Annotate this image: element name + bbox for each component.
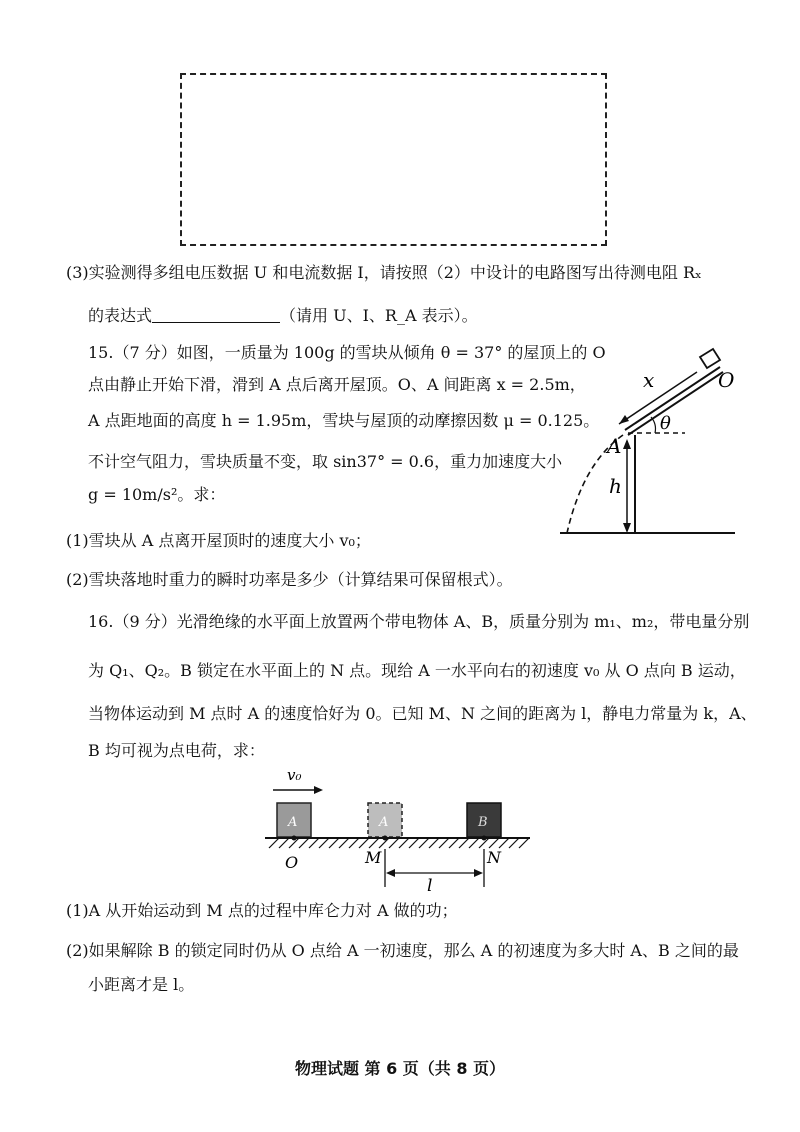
point-n-dot bbox=[482, 836, 487, 841]
q16-line-4: B 均可视为点电荷，求： bbox=[88, 741, 265, 760]
block-a-start-label: A bbox=[288, 815, 298, 830]
q16-line-1: 16.（9 分）光滑绝缘的水平面上放置两个带电物体 A、B，质量分别为 m₁、m₂，带电量分别 bbox=[88, 612, 750, 631]
answer-blank[interactable] bbox=[152, 306, 280, 323]
q15-line-1: 15.（7 分）如图，一质量为 100g 的雪块从倾角 θ = 37° 的屋顶上的 O bbox=[88, 343, 606, 362]
q16-sub-2-line2: 小距离才是 l。 bbox=[88, 975, 195, 994]
q16-line-3: 当物体运动到 M 点时 A 的速度恰好为 0。已知 M、N 之间的距离为 l，静电力常量为 k，A、 bbox=[88, 704, 757, 723]
block-a-at-m-label: A bbox=[379, 815, 389, 830]
q16-line-2: 为 Q₁、Q₂。B 锁定在水平面上的 N 点。现给 A 一水平向右的初速度 v₀ 从 O 点向 B 运动， bbox=[88, 661, 746, 680]
block-b-label: B bbox=[478, 815, 488, 830]
q14-part3-line2-after: （请用 U、I、R_A 表示）。 bbox=[280, 306, 478, 325]
q15-line-2: 点由静止开始下滑，滑到 A 点后离开屋顶。O、A 间距离 x = 2.5m， bbox=[88, 375, 586, 394]
q15-sub-2: (2)雪块落地时重力的瞬时功率是多少（计算结果可保留根式）。 bbox=[66, 570, 513, 589]
v0-arrow-head bbox=[314, 786, 323, 794]
l-label: l bbox=[427, 876, 433, 896]
n-label: N bbox=[487, 848, 501, 867]
point-o-dot bbox=[292, 836, 297, 841]
q15-line-4: 不计空气阻力，雪块质量不变，取 sin37° = 0.6，重力加速度大小 bbox=[88, 452, 563, 471]
roof-slope-line-1 bbox=[625, 367, 720, 430]
m-label: M bbox=[365, 848, 382, 867]
circuit-answer-box bbox=[180, 73, 607, 246]
l-dim-head-left bbox=[386, 869, 395, 877]
page-footer: 物理试题 第 6 页（共 8 页） bbox=[294, 1059, 506, 1078]
h-arrow-head-top bbox=[623, 439, 631, 449]
point-m-dot bbox=[383, 836, 388, 841]
q16-sub-2-line1: (2)如果解除 B 的锁定同时仍从 O 点给 A 一初速度，那么 A 的初速度为多大时 A、B 之间的最 bbox=[66, 941, 739, 960]
q15-line-5: g = 10m/s²。求： bbox=[88, 485, 226, 504]
a-label: A bbox=[607, 434, 622, 458]
snow-block bbox=[700, 349, 720, 368]
v0-label: v₀ bbox=[287, 766, 302, 784]
x-label: x bbox=[643, 368, 655, 392]
h-arrow-head-bottom bbox=[623, 523, 631, 533]
l-dim-head-right bbox=[474, 869, 483, 877]
q16-charges-figure bbox=[255, 763, 545, 898]
q15-line-3: A 点距地面的高度 h = 1.95m，雪块与屋顶的动摩擦因数 μ = 0.125。 bbox=[88, 411, 600, 430]
o-label: O bbox=[285, 853, 299, 872]
o-label: O bbox=[718, 368, 735, 392]
q14-part3-line1: (3)实验测得多组电压数据 U 和电流数据 I，请按照（2）中设计的电路图写出待测电阻 Rₓ bbox=[66, 263, 702, 282]
q15-roof-figure bbox=[555, 345, 740, 545]
q16-sub-1: (1)A 从开始运动到 M 点的过程中库仑力对 A 做的功； bbox=[66, 901, 458, 920]
x-arrow-head bbox=[619, 415, 629, 424]
ground-hatching bbox=[269, 838, 529, 848]
q14-part3-line2 bbox=[88, 305, 478, 327]
theta-label: θ bbox=[660, 413, 671, 434]
q14-part3-line2-before: 的表达式 bbox=[88, 306, 153, 325]
q15-sub-1: (1)雪块从 A 点离开屋顶时的速度大小 v₀； bbox=[66, 531, 371, 550]
h-label: h bbox=[609, 474, 622, 498]
